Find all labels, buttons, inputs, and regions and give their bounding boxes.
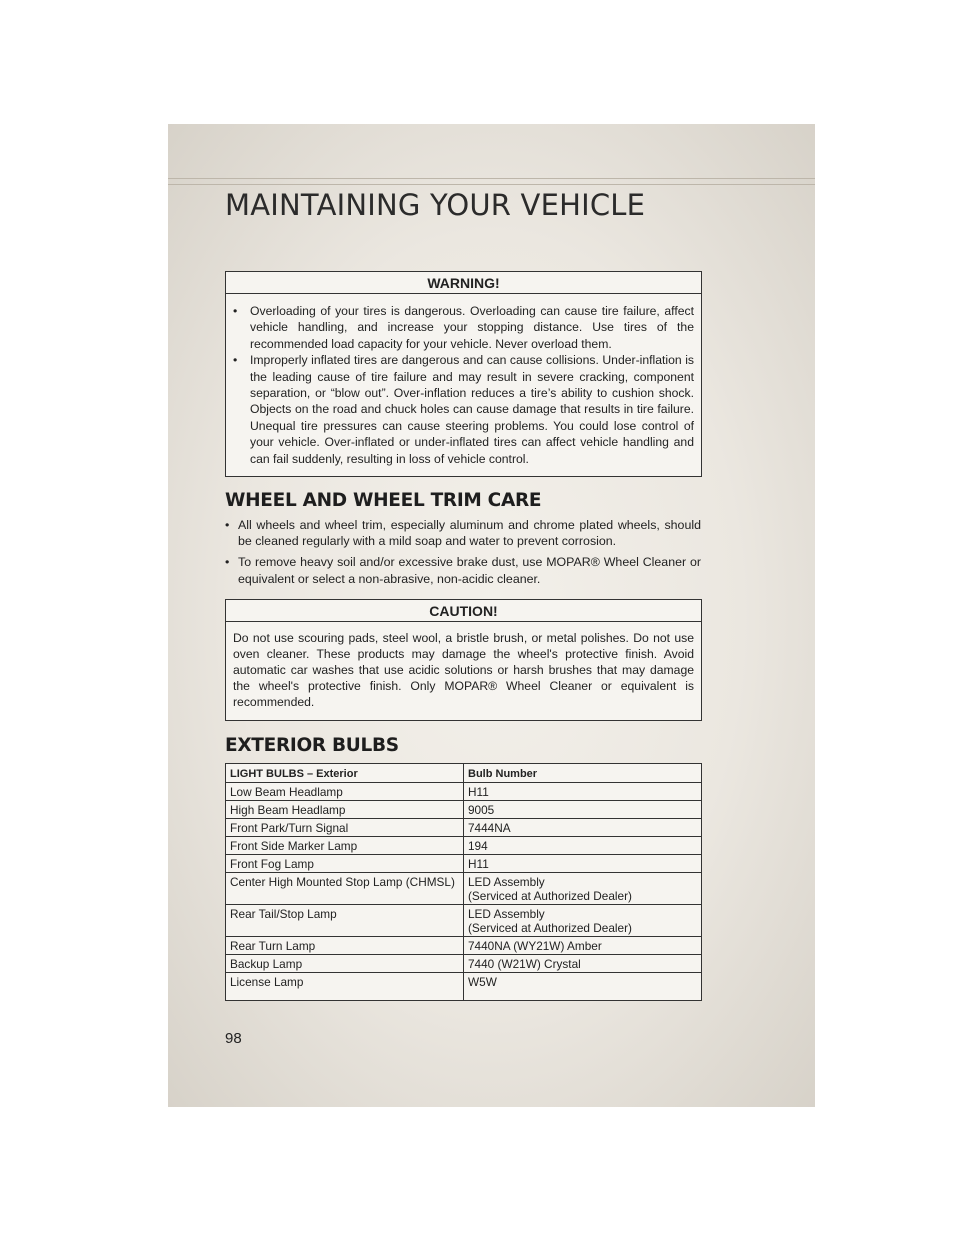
- warning-box: [225, 271, 702, 477]
- column-header-light: LIGHT BULBS – Exterior: [226, 764, 464, 783]
- bulb-value: LED Assembly: [468, 907, 545, 921]
- bulb-cell: [464, 905, 702, 937]
- table-row: [226, 973, 702, 1001]
- bulb-note: (Serviced at Authorized Dealer): [468, 921, 632, 935]
- page-title: MAINTAINING YOUR VEHICLE: [225, 188, 646, 222]
- table-row: [226, 905, 702, 937]
- light-cell: High Beam Headlamp: [226, 801, 464, 819]
- bulb-cell: 194: [464, 837, 702, 855]
- caution-heading: CAUTION!: [226, 600, 701, 622]
- light-cell: Rear Tail/Stop Lamp: [226, 905, 464, 937]
- bulb-cell: [464, 873, 702, 905]
- exterior-bulbs-heading: EXTERIOR BULBS: [225, 735, 399, 756]
- table-row: [226, 937, 702, 955]
- wheel-care-item: • To remove heavy soil and/or excessive brake dust, use MOPAR® Wheel Cleaner or equivalent or select a non-abrasive, non-acidic cleaner.: [225, 554, 701, 586]
- light-cell: Front Fog Lamp: [226, 855, 464, 873]
- wheel-care-list: [225, 517, 701, 592]
- table-row: [226, 873, 702, 905]
- table-row: [226, 955, 702, 973]
- bulb-cell: H11: [464, 855, 702, 873]
- bulb-cell: 7440 (W21W) Crystal: [464, 955, 702, 973]
- table-header-row: [226, 764, 702, 783]
- light-cell: Rear Turn Lamp: [226, 937, 464, 955]
- bulb-note: (Serviced at Authorized Dealer): [468, 889, 632, 903]
- light-cell: Backup Lamp: [226, 955, 464, 973]
- bulb-value: LED Assembly: [468, 875, 545, 889]
- wheel-care-heading: WHEEL AND WHEEL TRIM CARE: [225, 490, 542, 511]
- exterior-bulbs-table: [225, 763, 702, 1001]
- bulb-cell: H11: [464, 783, 702, 801]
- bulb-cell: 7444NA: [464, 819, 702, 837]
- caution-box: [225, 599, 702, 721]
- table-row: [226, 801, 702, 819]
- header-rule-bottom: [168, 184, 815, 185]
- bulb-cell: 7440NA (WY21W) Amber: [464, 937, 702, 955]
- light-cell: Center High Mounted Stop Lamp (CHMSL): [226, 873, 464, 905]
- warning-list: [226, 294, 701, 467]
- warning-heading: WARNING!: [226, 272, 701, 294]
- column-header-bulb: Bulb Number: [464, 764, 702, 783]
- light-cell: License Lamp: [226, 973, 464, 1001]
- table-row: [226, 819, 702, 837]
- warning-item: • Overloading of your tires is dangerous. Overloading can cause tire failure, affect vehicle handling, and increase your stopping distance. Use tires of the recommended load capacity for your vehicle. Never overload them.: [250, 303, 694, 352]
- table-row: [226, 783, 702, 801]
- light-cell: Front Side Marker Lamp: [226, 837, 464, 855]
- caution-text: Do not use scouring pads, steel wool, a bristle brush, or metal polishes. Do not use oven cleaner. These products may damage the wheel's protective finish. Avoid automatic car washes that use acidic solutions or harsh brushes that may damage the wheel's protective finish. Only MOPAR® Wheel Cleaner or equivalent is recommended.: [233, 631, 694, 709]
- page-number: 98: [225, 1030, 242, 1047]
- header-rule-top: [168, 178, 815, 179]
- table-row: [226, 855, 702, 873]
- table-row: [226, 837, 702, 855]
- light-cell: Low Beam Headlamp: [226, 783, 464, 801]
- warning-item: • Improperly inflated tires are dangerous and can cause collisions. Under-inflation is the leading cause of tire failure and may result in severe cracking, component separation, or “blow out”. Over-inflation reduces a tire’s ability to cushion shock. Objects on the road and chuck holes can cause damage that results in tire failure. Unequal tire pressures can cause steering problems. You could lose control of your vehicle. Over-inflated or under-inflated tires can affect vehicle handling and can fail suddenly, resulting in loss of vehicle control.: [250, 352, 694, 467]
- manual-page: [168, 124, 815, 1107]
- bulb-cell: 9005: [464, 801, 702, 819]
- bulb-cell: W5W: [464, 973, 702, 1001]
- wheel-care-item: • All wheels and wheel trim, especially aluminum and chrome plated wheels, should be cleaned regularly with a mild soap and water to prevent corrosion.: [225, 517, 701, 549]
- light-cell: Front Park/Turn Signal: [226, 819, 464, 837]
